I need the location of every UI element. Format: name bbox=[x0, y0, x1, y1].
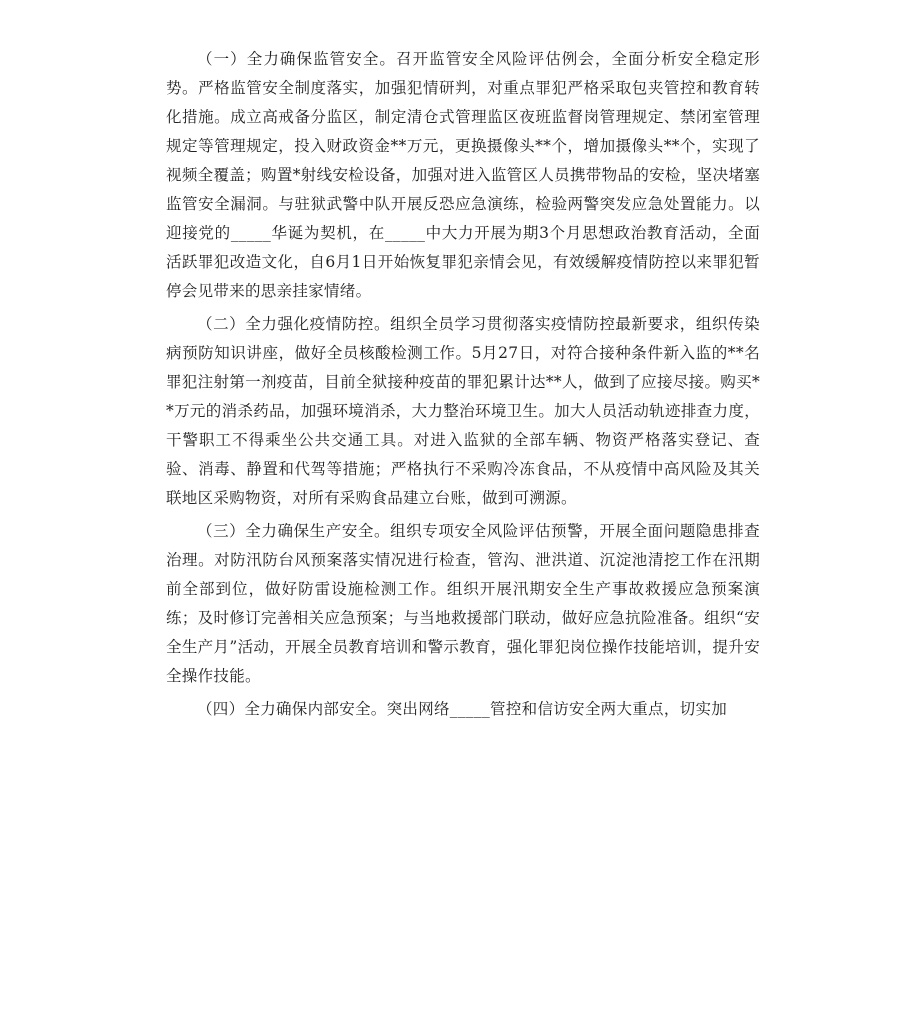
paragraph-epidemic-control: （二）全力强化疫情防控。组织全员学习贯彻落实疫情防控最新要求，组织传染病预防知识讲座，做好全员核酸检测工作。5月27日，对符合接种条件新入监的**名罪犯注射第一剂疫苗，目前全狱接种疫苗的罪犯累计达**人，做到了应接尽接。购买**万元的消杀药品，加强环境消杀，大力整治环境卫生。加大人员活动轨迹排查力度，干警职工不得乘坐公共交通工具。对进入监狱的全部车辆、物资严格落实登记、查验、消毒、静置和代驾等措施；严格执行不采购冷冻食品，不从疫情中高风险及其关联地区采购物资，对所有采购食品建立台账，做到可溯源。 bbox=[166, 315, 760, 507]
paragraph-supervision-safety: （一）全力确保监管安全。召开监管安全风险评估例会，全面分析安全稳定形势。严格监管安全制度落实，加强犯情研判，对重点罪犯严格采取包夹管控和教育转化措施。成立高戒备分监区，制定清仓式管理监区夜班监督岗管理规定、禁闭室管理规定等管理规定，投入财政资金**万元，更换摄像头**个，增加摄像头**个，实现了视频全覆盖；购置*射线安检设备，加强对进入监管区人员携带物品的安检，坚决堵塞监管安全漏洞。与驻狱武警中队开展反恐应急演练，检验两警突发应急处置能力。以迎接党的_____华诞为契机，在_____中大力开展为期3个月思想政治教育活动，全面活跃罪犯改造文化，自6月1日开始恢复罪犯亲情会见，有效缓解疫情防控以来罪犯暂停会见带来的思亲挂家情绪。 bbox=[166, 50, 760, 300]
paragraph-internal-safety: （四）全力确保内部安全。突出网络_____管控和信访安全两大重点，切实加 bbox=[197, 700, 728, 718]
document-body bbox=[166, 45, 760, 728]
paragraph-production-safety: （三）全力确保生产安全。组织专项安全风险评估预警，开展全面问题隐患排查治理。对防汛防台风预案落实情况进行检查，管沟、泄洪道、沉淀池清挖工作在汛期前全部到位，做好防雷设施检测工作。组织开展汛期安全生产事故救援应急预案演练；及时修订完善相关应急预案；与当地救援部门联动，做好应急抗险准备。组织“安全生产月”活动，开展全员教育培训和警示教育，强化罪犯岗位操作技能培训，提升安全操作技能。 bbox=[166, 522, 760, 685]
